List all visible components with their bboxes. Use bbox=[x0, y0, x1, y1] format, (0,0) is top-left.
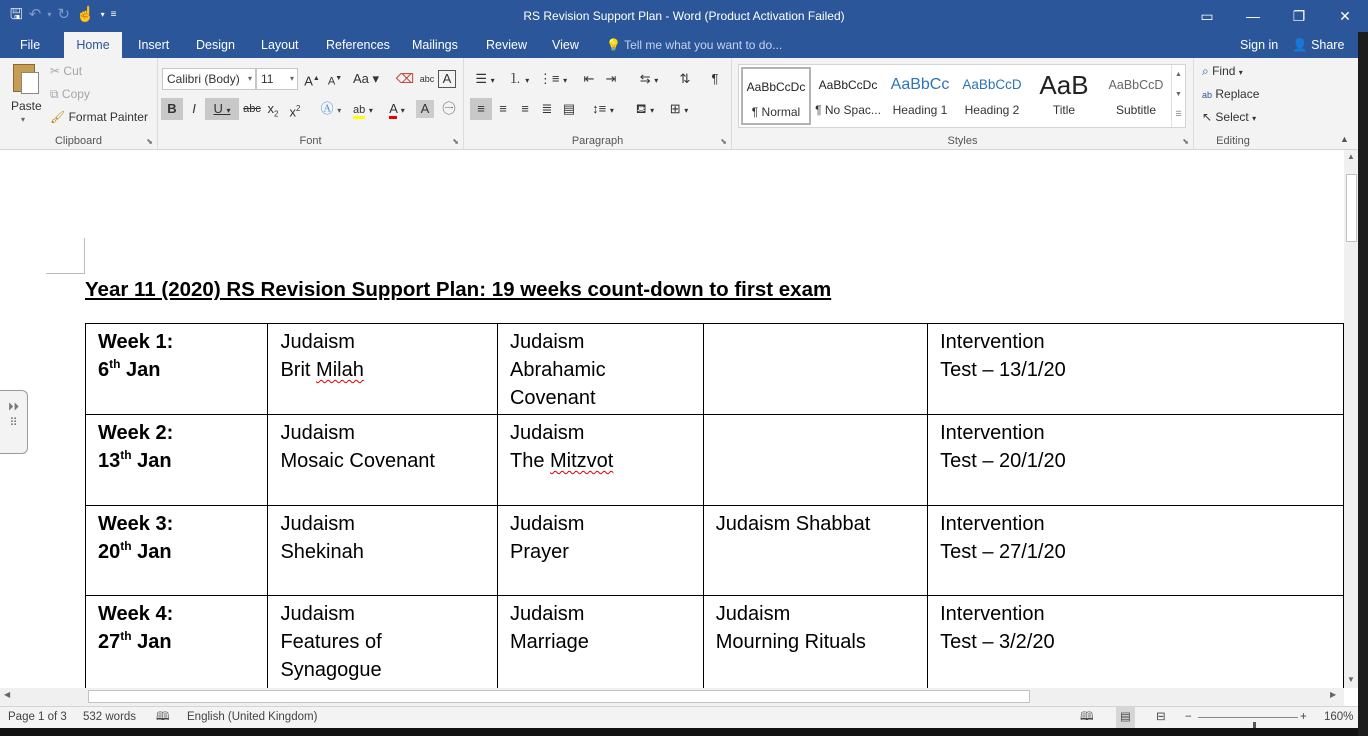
topic-subject: Judaism bbox=[280, 422, 355, 444]
scroll-down-icon[interactable]: ▼ bbox=[1347, 675, 1355, 684]
topic-subject: Judaism bbox=[715, 603, 791, 625]
decrease-indent-icon[interactable]: ⇤ bbox=[583, 71, 595, 86]
font-group-label: Font bbox=[299, 135, 322, 147]
paste-button[interactable]: Paste bbox=[11, 99, 42, 113]
styles-gallery bbox=[738, 64, 1186, 128]
shrink-font-icon[interactable]: A▼ bbox=[327, 75, 343, 88]
touch-mode-icon[interactable]: ☝ bbox=[75, 6, 95, 23]
copy-label: Copy bbox=[61, 87, 90, 101]
align-center-icon[interactable]: ≡ bbox=[499, 101, 507, 116]
style-name: ¶ Normal bbox=[751, 105, 801, 119]
show-formatting-marks-icon[interactable]: ¶ bbox=[711, 71, 719, 86]
page-count[interactable]: Page 1 of 3 bbox=[8, 711, 67, 723]
restore-button[interactable]: ❐ bbox=[1292, 8, 1306, 24]
zoom-slider[interactable] bbox=[1198, 717, 1298, 718]
window-title: RS Revision Support Plan - Word (Product Activation Failed) bbox=[523, 9, 845, 23]
style-normal[interactable] bbox=[741, 67, 811, 125]
scissors-icon: ✂ bbox=[50, 64, 61, 78]
format-painter-label: Format Painter bbox=[68, 110, 148, 124]
cut-label: Cut bbox=[63, 64, 83, 78]
paste-icon[interactable] bbox=[10, 62, 42, 98]
superscript-icon[interactable]: $x^2$ bbox=[289, 104, 301, 120]
chevron-down-icon[interactable]: ▼ bbox=[1175, 91, 1182, 98]
status-bar bbox=[0, 706, 1358, 728]
undo-icon[interactable]: ↶ bbox=[28, 6, 42, 23]
topic-title: Mourning Rituals bbox=[715, 631, 866, 653]
align-right-icon[interactable]: ≡ bbox=[521, 101, 529, 116]
copy-button[interactable] bbox=[50, 87, 90, 102]
strikethrough-icon[interactable]: abc bbox=[243, 103, 261, 115]
shading-icon[interactable]: ⛾ ▾ bbox=[635, 101, 655, 116]
style-heading-1[interactable] bbox=[885, 67, 955, 125]
underline-icon[interactable]: U ▾ bbox=[205, 98, 239, 120]
document-area[interactable] bbox=[0, 150, 1344, 688]
style-preview: AaBbCcD bbox=[962, 77, 1022, 92]
font-family-select[interactable] bbox=[162, 68, 256, 90]
paragraph-group-label: Paragraph bbox=[571, 135, 624, 147]
topic-subject: Judaism bbox=[280, 513, 355, 535]
test-date: Test – 13/1/20 bbox=[940, 359, 1066, 381]
revision-plan-table bbox=[85, 323, 1344, 688]
date-day: 27 bbox=[98, 631, 121, 653]
topic-subject: Judaism bbox=[509, 331, 585, 353]
style-name: Heading 2 bbox=[964, 103, 1020, 117]
topic-title: Shekinah bbox=[280, 541, 364, 563]
styles-group-label: Styles bbox=[947, 135, 978, 147]
vertical-scroll-thumb[interactable] bbox=[1346, 174, 1357, 242]
text-direction-icon[interactable]: ⇆ ▾ bbox=[639, 71, 659, 86]
topic-title: Features of Synagogue bbox=[280, 631, 382, 681]
tab-design[interactable]: Design bbox=[196, 38, 235, 52]
topic-title: Brit Milah bbox=[280, 359, 364, 381]
outer-scroll-strip bbox=[1358, 32, 1368, 736]
zoom-level[interactable]: 160% bbox=[1324, 711, 1354, 723]
horizontal-scroll-thumb[interactable] bbox=[88, 690, 1030, 703]
week-label: Week 1: bbox=[98, 331, 174, 353]
copy-icon: ⧉ bbox=[50, 87, 59, 101]
tab-insert[interactable]: Insert bbox=[138, 38, 170, 52]
topic-title: Judaism Shabbat bbox=[715, 513, 871, 535]
table-row bbox=[86, 596, 1344, 689]
borders-icon[interactable]: ⊞ ▾ bbox=[669, 101, 689, 116]
week-cell bbox=[86, 596, 268, 689]
styles-gallery-scroll bbox=[1171, 65, 1185, 127]
style-name: ¶ No Spac... bbox=[815, 103, 881, 117]
change-case-icon[interactable]: Aa ▾ bbox=[352, 71, 380, 86]
cut-button[interactable] bbox=[50, 64, 82, 78]
proofing-icon[interactable]: 🕮 bbox=[156, 711, 170, 723]
topic-subject: Judaism bbox=[509, 603, 585, 625]
clipboard-group-label: Clipboard bbox=[54, 135, 103, 147]
test-date: Test – 3/2/20 bbox=[940, 631, 1055, 653]
style-preview: AaB bbox=[1039, 70, 1089, 100]
touch-keyboard-handle[interactable] bbox=[0, 390, 28, 454]
touch-mode-dropdown-icon[interactable]: ▾ bbox=[100, 10, 105, 19]
week-label: Week 4: bbox=[98, 603, 174, 625]
topic-title: Abrahamic Covenant bbox=[509, 359, 606, 409]
paintbrush-icon: 🖌 bbox=[50, 110, 66, 124]
topic-subject: Judaism bbox=[509, 513, 585, 535]
italic-icon[interactable]: I bbox=[192, 101, 196, 116]
week-cell bbox=[86, 506, 268, 596]
font-launcher-icon[interactable]: ⬊ bbox=[452, 137, 459, 146]
bold-icon[interactable]: B bbox=[161, 98, 183, 120]
share-button[interactable] bbox=[1292, 32, 1344, 58]
word-count[interactable]: 532 words bbox=[83, 711, 137, 723]
date-suffix: th bbox=[120, 448, 132, 462]
web-layout-icon[interactable]: ⊟ bbox=[1156, 711, 1166, 723]
topic-cell bbox=[703, 415, 927, 506]
date-month: Jan bbox=[126, 359, 161, 381]
topic-cell bbox=[268, 596, 498, 689]
numbering-icon[interactable]: ⒈ ▾ bbox=[508, 71, 530, 86]
font-size-select[interactable] bbox=[256, 68, 298, 90]
font-size-value: 11 bbox=[261, 72, 274, 86]
tell-me-text: Tell me what you want to do... bbox=[624, 38, 783, 52]
scroll-right-icon[interactable]: ▶ bbox=[1330, 690, 1337, 699]
style-preview: AaBbCc bbox=[890, 76, 950, 93]
week-cell bbox=[86, 324, 268, 415]
topic-cell bbox=[497, 506, 703, 596]
multilevel-list-icon[interactable]: ⋮≡ ▾ bbox=[538, 71, 568, 86]
test-cell bbox=[928, 324, 1344, 415]
date-month: Jan bbox=[137, 631, 172, 653]
date-suffix: th bbox=[120, 629, 132, 643]
tab-references[interactable]: References bbox=[326, 38, 390, 52]
date-day: 20 bbox=[98, 541, 121, 563]
tab-file[interactable]: File bbox=[20, 38, 41, 52]
replace-label: Replace bbox=[1215, 87, 1260, 101]
share-label: Share bbox=[1311, 38, 1345, 52]
tab-layout[interactable]: Layout bbox=[261, 38, 299, 52]
style-name: Heading 1 bbox=[892, 103, 948, 117]
style-heading-2[interactable] bbox=[957, 67, 1027, 125]
editing-group-label: Editing bbox=[1216, 135, 1250, 147]
topic-cell bbox=[703, 596, 927, 689]
topic-cell bbox=[497, 415, 703, 506]
font-color-icon[interactable]: A ▾ bbox=[382, 98, 412, 120]
redo-icon[interactable]: ↻ bbox=[57, 6, 70, 23]
keypad-icon: ⠿ bbox=[9, 417, 18, 429]
table-row bbox=[86, 324, 1344, 415]
style-title[interactable] bbox=[1029, 67, 1099, 125]
test-date: Test – 20/1/20 bbox=[940, 450, 1066, 472]
ribbon-tabs bbox=[0, 32, 1368, 58]
read-mode-icon[interactable]: 🕮 bbox=[1080, 711, 1094, 723]
week-label: Week 3: bbox=[98, 513, 174, 535]
tab-view[interactable]: View bbox=[552, 38, 579, 52]
spelling-flag: Milah bbox=[316, 359, 364, 381]
chevron-down-icon: ▾ bbox=[1252, 114, 1257, 123]
grow-font-icon[interactable]: A▲ bbox=[304, 73, 320, 89]
topic-cell bbox=[703, 324, 927, 415]
date-month: Jan bbox=[137, 450, 172, 472]
date-suffix: th bbox=[109, 357, 121, 371]
margin-marker bbox=[46, 273, 84, 274]
more-styles-icon[interactable]: ☰ bbox=[1175, 111, 1182, 118]
tab-mailings[interactable]: Mailings bbox=[412, 38, 458, 52]
topic-cell bbox=[703, 506, 927, 596]
cursor-icon: ↖ bbox=[1202, 110, 1213, 124]
topic-title: The Mitzvot bbox=[509, 450, 614, 472]
style-preview: AaBbCcDc bbox=[818, 78, 878, 92]
increase-indent-icon[interactable]: ⇥ bbox=[605, 71, 617, 86]
style-preview: AaBbCcDc bbox=[746, 80, 806, 94]
style-name: Subtitle bbox=[1115, 103, 1157, 117]
style-name: Title bbox=[1052, 103, 1076, 117]
topic-subject: Judaism bbox=[509, 422, 585, 444]
topic-cell bbox=[268, 324, 498, 415]
collapse-ribbon-icon[interactable]: ▲ bbox=[1340, 134, 1349, 144]
zoom-in-icon[interactable]: + bbox=[1300, 711, 1307, 723]
zoom-out-icon[interactable]: − bbox=[1185, 711, 1192, 723]
enclose-characters-icon[interactable]: ㊀ bbox=[442, 101, 456, 116]
window-controls bbox=[1184, 0, 1368, 32]
test-cell bbox=[928, 596, 1344, 689]
lightbulb-icon: 💡 bbox=[606, 38, 621, 52]
week-date bbox=[98, 538, 255, 566]
replace-icon: ab bbox=[1202, 90, 1213, 100]
find-label: Find bbox=[1212, 64, 1236, 78]
line-spacing-icon[interactable]: ↕≡ ▾ bbox=[592, 101, 614, 116]
style-no-spacing[interactable] bbox=[813, 67, 883, 125]
topic-cell bbox=[268, 415, 498, 506]
sign-in-link[interactable]: Sign in bbox=[1240, 38, 1279, 52]
customize-qat-icon[interactable]: ≡ bbox=[110, 9, 117, 20]
topic-cell bbox=[268, 506, 498, 596]
test-label: Intervention bbox=[940, 331, 1045, 353]
subscript-icon[interactable]: $x_2$ bbox=[267, 101, 279, 119]
replace-button[interactable] bbox=[1202, 87, 1259, 101]
chevron-down-icon: ▾ bbox=[247, 74, 252, 83]
paragraph-group bbox=[464, 58, 732, 150]
week-date bbox=[98, 447, 255, 475]
clear-formatting-icon[interactable]: ⌫ bbox=[395, 71, 415, 86]
paste-dropdown-icon[interactable]: ▾ bbox=[21, 115, 26, 124]
styles-group bbox=[732, 58, 1194, 150]
test-cell bbox=[928, 415, 1344, 506]
chevron-down-icon: ▾ bbox=[289, 74, 294, 83]
table-row bbox=[86, 506, 1344, 596]
style-preview: AaBbCcD bbox=[1108, 78, 1164, 92]
date-day: 6 bbox=[98, 359, 110, 381]
date-suffix: th bbox=[120, 539, 132, 553]
scroll-left-icon[interactable]: ◀ bbox=[4, 690, 11, 699]
topic-cell bbox=[497, 324, 703, 415]
week-date bbox=[98, 628, 255, 656]
week-cell bbox=[86, 415, 268, 506]
test-label: Intervention bbox=[940, 422, 1045, 444]
highlight-color-icon[interactable]: ab ▾ bbox=[348, 98, 378, 120]
week-date bbox=[98, 356, 255, 384]
font-group bbox=[158, 58, 464, 150]
table-row bbox=[86, 415, 1344, 506]
topic-subject: Judaism bbox=[280, 331, 355, 353]
date-month: Jan bbox=[137, 541, 172, 563]
character-shading-icon[interactable]: A bbox=[416, 100, 434, 118]
phonetic-guide-icon[interactable]: abc bbox=[419, 74, 435, 84]
expand-icon: ⏵⏵ bbox=[8, 401, 19, 413]
ribbon bbox=[0, 58, 1358, 150]
tab-home[interactable]: Home bbox=[64, 32, 122, 58]
search-icon: ⌕ bbox=[1202, 64, 1209, 78]
person-icon: 👤 bbox=[1292, 38, 1308, 52]
scroll-up-icon[interactable]: ▲ bbox=[1347, 152, 1355, 161]
character-border-icon[interactable]: A bbox=[438, 70, 456, 88]
topic-title: Prayer bbox=[509, 541, 569, 563]
format-painter-button[interactable] bbox=[50, 110, 148, 124]
print-layout-icon[interactable]: ▤ bbox=[1116, 707, 1135, 728]
title-bar bbox=[0, 0, 1368, 32]
topic-title: Marriage bbox=[509, 631, 589, 653]
quick-access-toolbar bbox=[10, 5, 117, 25]
chevron-up-icon[interactable]: ▲ bbox=[1175, 71, 1182, 78]
find-button[interactable] bbox=[1202, 64, 1243, 79]
topic-subject: Judaism bbox=[280, 603, 355, 625]
undo-dropdown-icon[interactable]: ▾ bbox=[47, 10, 52, 19]
test-date: Test – 27/1/20 bbox=[940, 541, 1066, 563]
select-label: Select bbox=[1215, 110, 1249, 124]
bullets-icon[interactable]: ☰ ▾ bbox=[475, 71, 495, 86]
date-day: 13 bbox=[98, 450, 121, 472]
save-icon[interactable]: 🖫 bbox=[10, 6, 23, 23]
document-heading: Year 11 (2020) RS Revision Support Plan: 19 weeks count-down to first exam bbox=[85, 278, 832, 301]
sort-icon[interactable]: ⇅ bbox=[679, 71, 691, 86]
paragraph-launcher-icon[interactable]: ⬊ bbox=[720, 137, 727, 146]
week-label: Week 2: bbox=[98, 422, 174, 444]
language[interactable]: English (United Kingdom) bbox=[187, 711, 318, 723]
editing-group bbox=[1194, 58, 1272, 150]
styles-launcher-icon[interactable]: ⬊ bbox=[1182, 137, 1189, 146]
minimize-button[interactable]: — bbox=[1246, 8, 1260, 24]
chevron-down-icon: ▾ bbox=[1238, 68, 1243, 77]
clipboard-launcher-icon[interactable]: ⬊ bbox=[146, 137, 153, 146]
taskbar bbox=[0, 728, 1358, 736]
vertical-scrollbar[interactable] bbox=[1344, 150, 1358, 688]
text-effects-icon[interactable]: Ⓐ ▾ bbox=[320, 101, 342, 116]
margin-marker bbox=[84, 238, 85, 274]
justify-icon[interactable]: ≣ bbox=[541, 101, 553, 116]
horizontal-scrollbar[interactable] bbox=[0, 688, 1344, 706]
topic-title: Mosaic Covenant bbox=[280, 450, 435, 472]
clipboard-group bbox=[0, 58, 158, 150]
distributed-icon[interactable]: ▤ bbox=[562, 101, 576, 116]
test-label: Intervention bbox=[940, 513, 1045, 535]
test-label: Intervention bbox=[940, 603, 1045, 625]
select-button[interactable] bbox=[1202, 110, 1256, 124]
topic-cell bbox=[497, 596, 703, 689]
ribbon-display-options-button[interactable]: ▭ bbox=[1200, 8, 1214, 24]
font-family-value: Calibri (Body) bbox=[167, 72, 240, 86]
tab-review[interactable]: Review bbox=[486, 38, 527, 52]
close-button[interactable]: ✕ bbox=[1339, 8, 1351, 24]
align-left-icon[interactable]: ≡ bbox=[470, 98, 492, 120]
spelling-flag: Mitzvot bbox=[550, 450, 614, 472]
test-cell bbox=[928, 506, 1344, 596]
style-subtitle[interactable] bbox=[1101, 67, 1171, 125]
tell-me-box[interactable] bbox=[606, 32, 782, 58]
